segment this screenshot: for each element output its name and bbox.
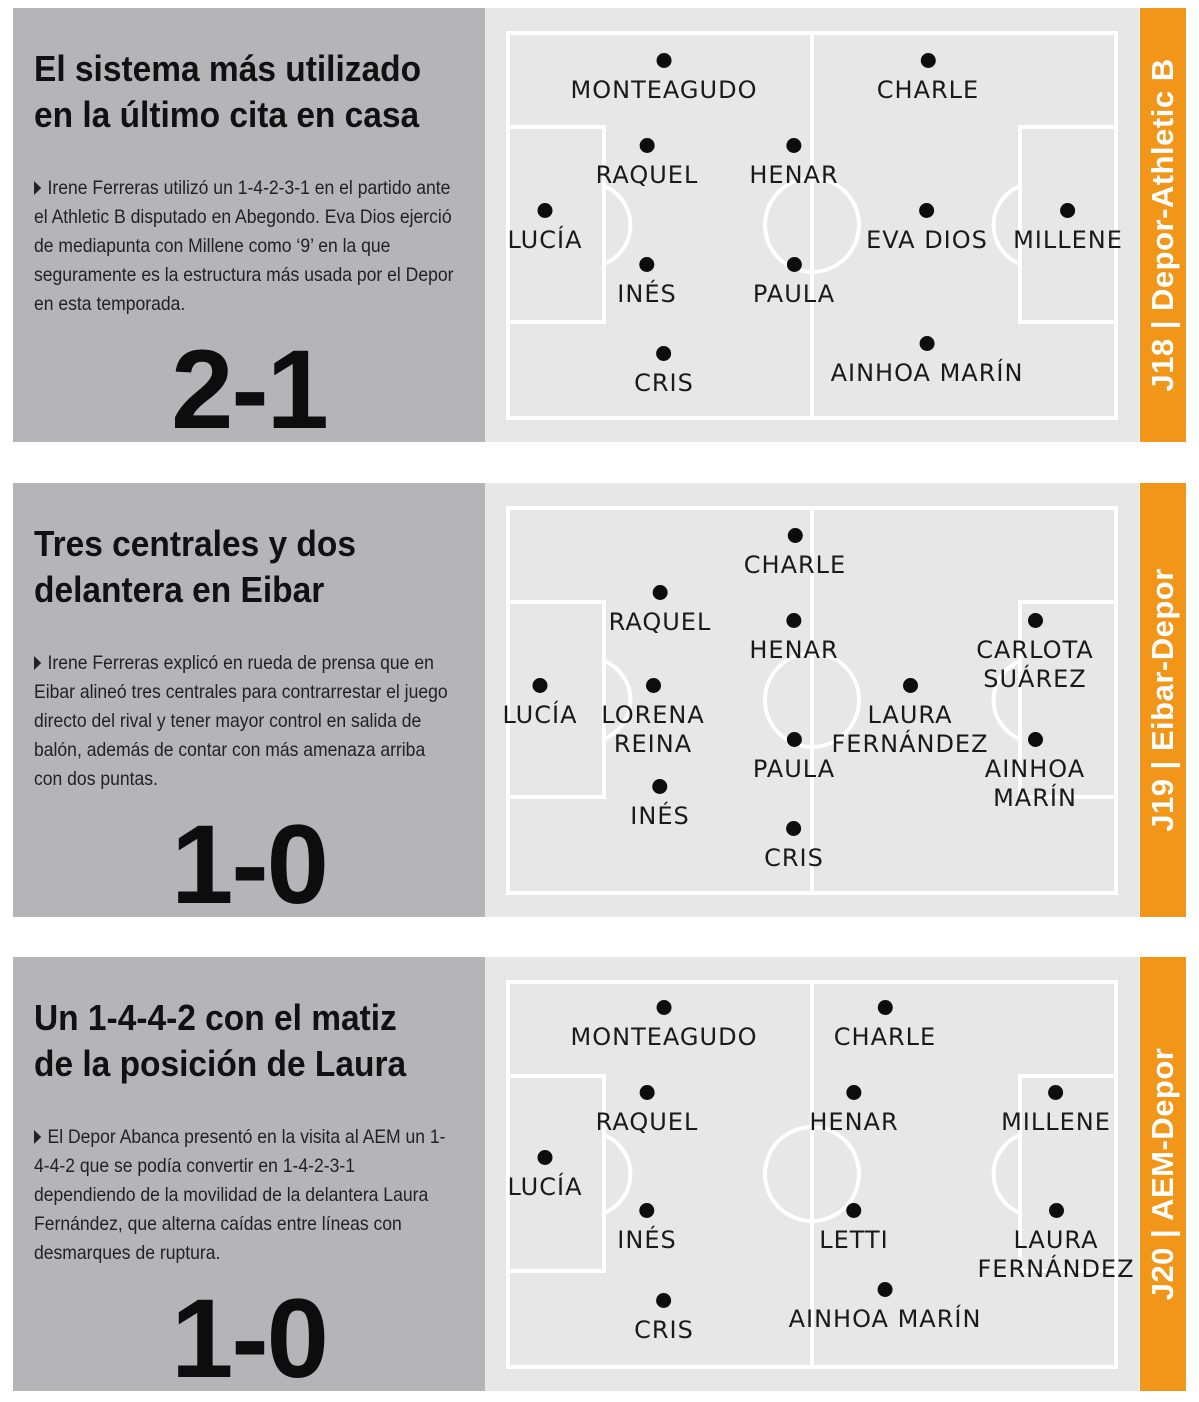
player-name: LORENA REINA [601, 701, 705, 758]
player-marker [617, 257, 676, 309]
player-name: CARLOTA SUÁREZ [976, 636, 1094, 693]
player-name: AINHOA MARÍN [830, 359, 1024, 387]
info-box [13, 957, 485, 1401]
formation-panel-j20 [13, 957, 1186, 1401]
description-text: El Depor Abanca presentó en la visita al AEM un 1-4-4-2 que se podía convertir en 1-4-2-3-1 dependiendo de la movilidad de la delantera Laura Fernández, que alterna caídas entre líneas con desmarques de ruptura. [34, 1126, 446, 1264]
player-name: CRIS [634, 369, 694, 397]
player-name: CRIS [764, 844, 824, 872]
player-marker [508, 1150, 583, 1202]
player-dot-icon [657, 1293, 672, 1308]
formation-panel-j18 [13, 8, 1186, 452]
player-marker [764, 821, 824, 873]
player-name: RAQUEL [595, 161, 699, 189]
player-dot-icon [653, 779, 668, 794]
player-marker [588, 678, 718, 759]
player-dot-icon [533, 678, 548, 693]
player-marker [596, 138, 699, 190]
player-dot-icon [538, 1150, 553, 1165]
player-name: PAULA [752, 755, 836, 783]
player-name: CHARLE [743, 551, 847, 579]
player-dot-icon [1028, 732, 1043, 747]
player-dot-icon [652, 585, 667, 600]
bullet-triangle-icon [34, 656, 41, 670]
player-name: LUCÍA [507, 1173, 583, 1201]
player-name: LUCÍA [507, 226, 583, 254]
player-marker [753, 257, 835, 309]
match-tab [1140, 957, 1186, 1391]
player-marker [1001, 1085, 1111, 1137]
player-dot-icon [1061, 203, 1076, 218]
match-score: 1-0 [171, 802, 327, 927]
player-dot-icon [920, 203, 935, 218]
formation-panel-j19 [13, 483, 1186, 927]
player-name: LAURA FERNÁNDEZ [831, 701, 989, 758]
player-marker [634, 346, 694, 398]
panel-description [34, 649, 457, 794]
player-name: CRIS [634, 1316, 694, 1344]
player-marker [571, 53, 758, 105]
player-dot-icon [657, 53, 672, 68]
player-dot-icon [846, 1085, 861, 1100]
panel-title: El sistema más utilizado en la último cita en casa [34, 48, 422, 135]
player-name: HENAR [749, 636, 839, 664]
match-score: 2-1 [171, 327, 327, 452]
player-marker [508, 203, 583, 255]
player-dot-icon [878, 1282, 893, 1297]
player-name: INÉS [617, 1226, 677, 1254]
player-marker [753, 732, 835, 784]
match-tab [1140, 8, 1186, 442]
player-marker [834, 1000, 936, 1052]
player-dot-icon [639, 1085, 654, 1100]
player-marker [634, 1293, 694, 1345]
info-box [13, 8, 485, 452]
player-name: AINHOA MARÍN [788, 1305, 982, 1333]
player-dot-icon [920, 336, 935, 351]
player-name: RAQUEL [608, 608, 712, 636]
player-name: PAULA [752, 280, 836, 308]
player-dot-icon [640, 1203, 655, 1218]
player-dot-icon [786, 138, 801, 153]
player-marker [831, 336, 1024, 388]
player-marker [1013, 203, 1123, 255]
player-dot-icon [639, 138, 654, 153]
player-dot-icon [1049, 1203, 1064, 1218]
player-marker [617, 1203, 676, 1255]
info-box [13, 483, 485, 927]
player-name: INÉS [630, 802, 690, 830]
panel-description [34, 1123, 457, 1268]
player-marker [866, 203, 988, 255]
match-label: J20 | AEM-Depor [1145, 1047, 1180, 1301]
player-name: HENAR [749, 161, 839, 189]
player-name: EVA DIOS [866, 226, 988, 254]
player-dot-icon [878, 1000, 893, 1015]
player-dot-icon [786, 257, 801, 272]
player-dot-icon [903, 678, 918, 693]
player-dot-icon [538, 203, 553, 218]
panel-title: Tres centrales y dos delantera en Eibar [34, 523, 356, 610]
description-text: Irene Ferreras utilizó un 1-4-2-3-1 en el partido ante el Athletic B disputado en Abegondo. Eva Dios ejerció de mediapunta con Millene como ‘9’ en la que seguramente es la estructura más usada por el Depor en esta temporada. [34, 177, 454, 315]
player-name: LUCÍA [502, 701, 578, 729]
match-label: J18 | Depor-Athletic B [1145, 58, 1180, 392]
player-dot-icon [657, 1000, 672, 1015]
description-text: Irene Ferreras explicó en rueda de prensa que en Eibar alineó tres centrales para contrarrestar el juego directo del rival y tener mayor control en salida de balón, además de contar con más amenaza arriba con dos puntas. [34, 652, 448, 790]
player-name: MILLENE [1013, 226, 1123, 254]
player-dot-icon [657, 346, 672, 361]
player-marker [789, 1282, 982, 1334]
player-name: RAQUEL [595, 1108, 699, 1136]
panel-description [34, 174, 457, 319]
player-name: LETTI [819, 1226, 889, 1254]
player-marker [630, 779, 689, 831]
player-marker [877, 53, 979, 105]
player-name: CHARLE [876, 76, 980, 104]
player-name: HENAR [809, 1108, 899, 1136]
player-marker [571, 1000, 758, 1052]
player-dot-icon [787, 821, 802, 836]
football-pitch [485, 483, 1139, 917]
player-marker [809, 1085, 898, 1137]
bullet-triangle-icon [34, 1130, 41, 1144]
player-dot-icon [786, 732, 801, 747]
player-marker [503, 678, 578, 730]
player-dot-icon [788, 528, 803, 543]
player-marker [749, 613, 838, 665]
player-dot-icon [640, 257, 655, 272]
panel-title: Un 1-4-4-2 con el matiz de la posición de Laura [34, 997, 407, 1084]
player-dot-icon [646, 678, 661, 693]
match-label: J19 | Eibar-Depor [1145, 568, 1180, 832]
football-pitch [485, 957, 1139, 1391]
player-dot-icon [1049, 1085, 1064, 1100]
match-tab [1140, 483, 1186, 917]
player-name: LAURA FERNÁNDEZ [977, 1226, 1135, 1283]
player-name: MONTEAGUDO [570, 76, 758, 104]
player-dot-icon [921, 53, 936, 68]
player-dot-icon [846, 1203, 861, 1218]
player-name: INÉS [617, 280, 677, 308]
player-marker [819, 1203, 889, 1255]
bullet-triangle-icon [34, 181, 41, 195]
football-pitch [485, 8, 1139, 442]
player-dot-icon [1028, 613, 1043, 628]
player-marker [596, 1085, 699, 1137]
match-score: 1-0 [171, 1276, 327, 1401]
player-name: MILLENE [1001, 1108, 1111, 1136]
player-name: MONTEAGUDO [570, 1023, 758, 1051]
player-dot-icon [786, 613, 801, 628]
player-name: AINHOA MARÍN [984, 755, 1086, 812]
player-marker [609, 585, 712, 637]
player-marker [970, 732, 1100, 813]
player-marker [749, 138, 838, 190]
player-marker [971, 1203, 1141, 1284]
player-name: CHARLE [833, 1023, 937, 1051]
player-marker [744, 528, 846, 580]
